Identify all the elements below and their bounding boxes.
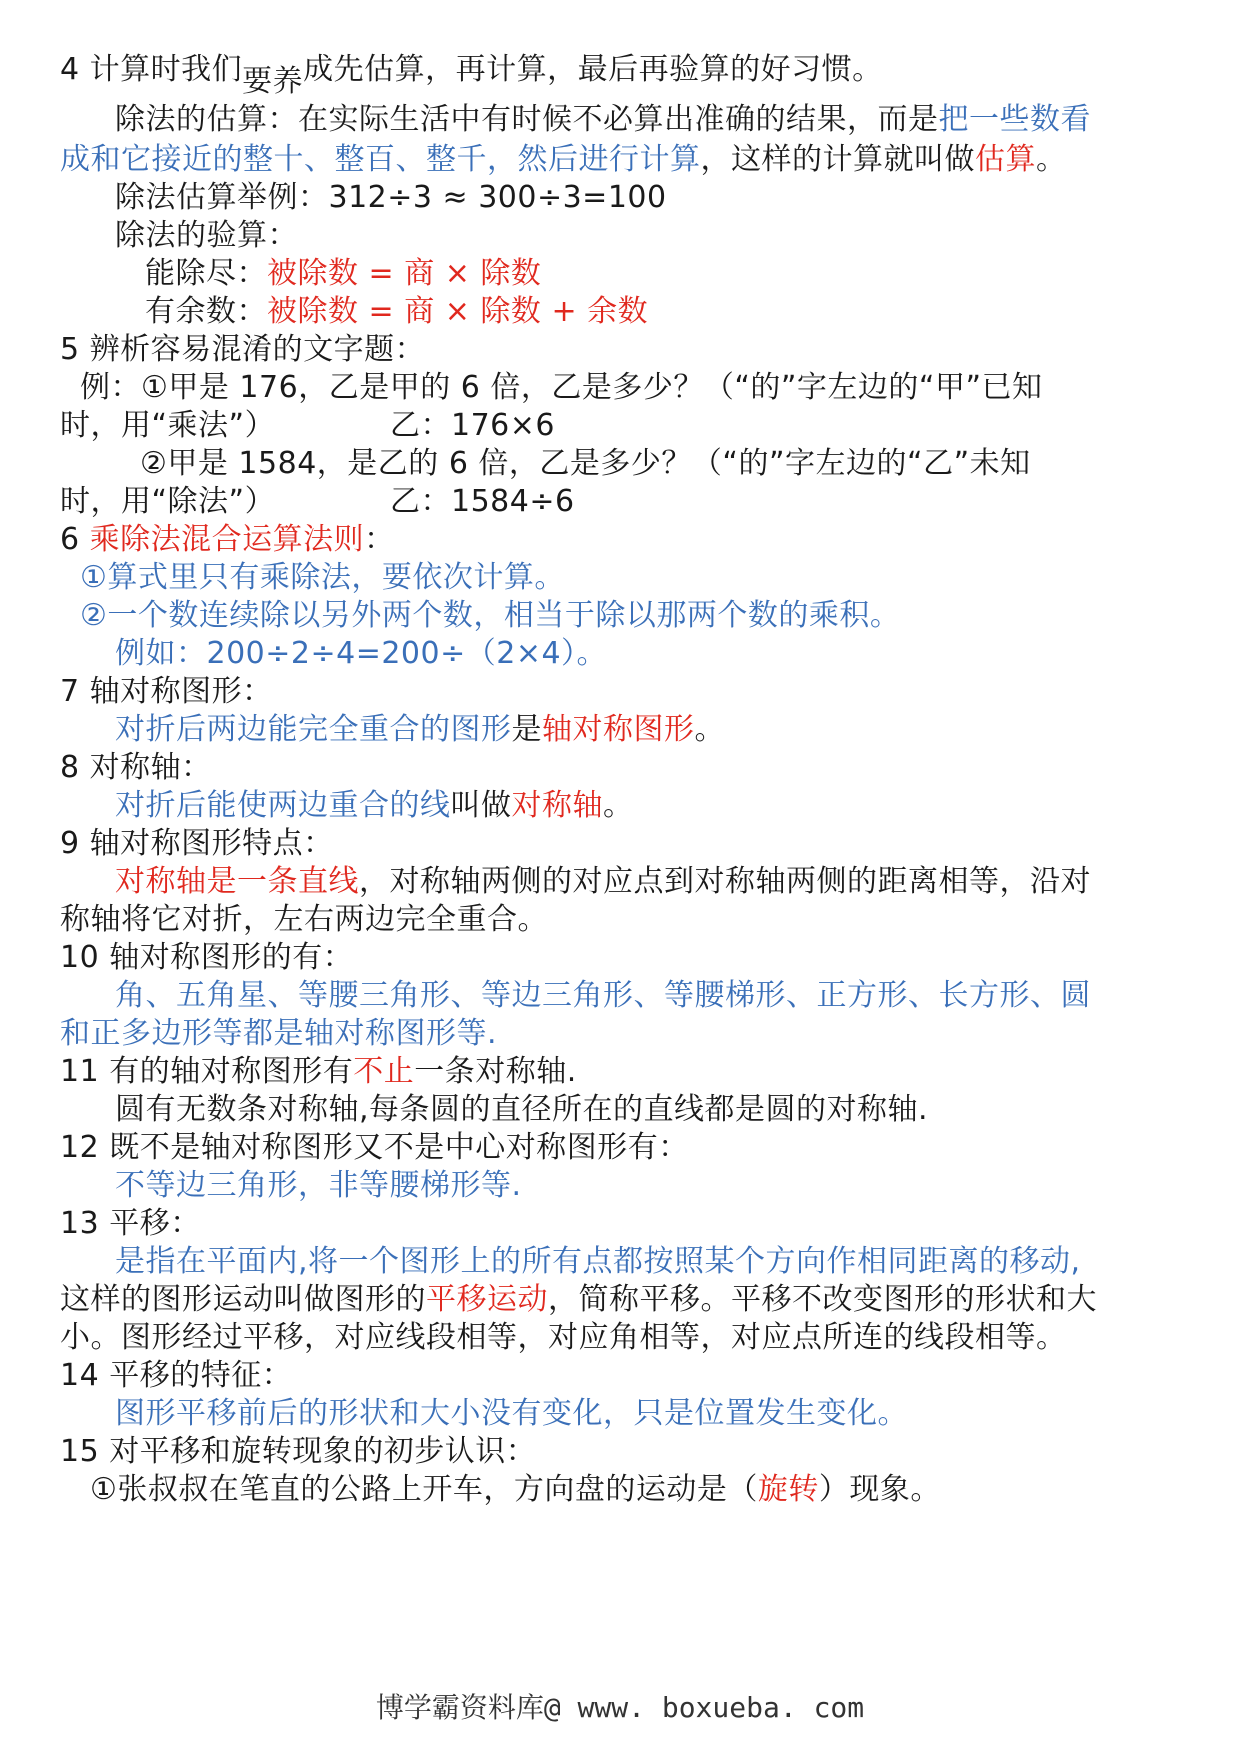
s6-rule-2: ②一个数连续除以另外两个数，相当于除以那两个数的乘积。 — [80, 598, 901, 633]
s4-example: 除法估算举例：312÷3 ≈ 300÷3=100 — [115, 180, 667, 215]
s11-line-2: 圆有无数条对称轴,每条圆的直径所在的直线都是圆的对称轴. — [115, 1092, 929, 1127]
s13-line-1: 是指在平面内,将一个图形上的所有点都按照某个方向作相同距离的移动, — [115, 1244, 1081, 1279]
s9-title: 9 轴对称图形特点： — [60, 826, 334, 861]
s14-feature: 图形平移前后的形状和大小没有变化，只是位置发生变化。 — [115, 1396, 908, 1431]
s9-line-2: 称轴将它对折，左右两边完全重合。 — [60, 902, 548, 937]
s6-title: 6 乘除法混合运算法则： — [60, 522, 395, 557]
s10-line-2: 和正多边形等都是轴对称图形等. — [60, 1016, 498, 1051]
s5-example-2: ②甲是 1584，是乙的 6 倍，乙是多少？（“的”字左边的“乙”未知 — [140, 446, 1031, 481]
s6-example: 例如：200÷2÷4=200÷（2×4）。 — [115, 636, 608, 671]
s13-line-3: 小。图形经过平移，对应线段相等，对应角相等，对应点所连的线段相等。 — [60, 1320, 1067, 1355]
s4-estimate-line-2: 成和它接近的整十、整百、整千，然后进行计算，这样的计算就叫做估算。 — [60, 142, 1067, 177]
s4-line-1: 4 计算时我们要养成先估算，再计算，最后再验算的好习惯。 — [60, 52, 883, 99]
s4-estimate-line-1: 除法的估算：在实际生活中有时候不必算出准确的结果，而是把一些数看 — [115, 102, 1091, 137]
s15-item-1: ①张叔叔在笔直的公路上开车，方向盘的运动是（旋转）现象。 — [90, 1472, 941, 1507]
s5-title: 5 辨析容易混淆的文字题： — [60, 332, 426, 367]
s8-title: 8 对称轴： — [60, 750, 212, 785]
s7-definition: 对折后两边能完全重合的图形是轴对称图形。 — [115, 712, 725, 747]
s4-exact-check: 能除尽：被除数 = 商 × 除数 — [145, 256, 542, 291]
s5-example-2-end: 时，用“除法”） 乙：1584÷6 — [60, 484, 575, 519]
s4-remainder-check: 有余数：被除数 = 商 × 除数 + 余数 — [145, 294, 649, 329]
s6-rule-1: ①算式里只有乘除法，要依次计算。 — [80, 560, 565, 595]
s10-line-1: 角、五角星、等腰三角形、等边三角形、等腰梯形、正方形、长方形、圆 — [115, 978, 1091, 1013]
s5-example-1: 例：①甲是 176，乙是甲的 6 倍，乙是多少？（“的”字左边的“甲”已知 — [80, 370, 1043, 405]
s13-line-2: 这样的图形运动叫做图形的平移运动，简称平移。平移不改变图形的形状和大 — [60, 1282, 1097, 1317]
s4-check-title: 除法的验算： — [115, 218, 298, 253]
s13-title: 13 平移： — [60, 1206, 201, 1241]
s12-answer: 不等边三角形，非等腰梯形等. — [115, 1168, 522, 1203]
s9-line-1: 对称轴是一条直线，对称轴两侧的对应点到对称轴两侧的距离相等，沿对 — [115, 864, 1091, 899]
s15-title: 15 对平移和旋转现象的初步认识： — [60, 1434, 537, 1469]
s12-title: 12 既不是轴对称图形又不是中心对称图形有： — [60, 1130, 689, 1165]
s7-title: 7 轴对称图形： — [60, 674, 273, 709]
s14-title: 14 平移的特征： — [60, 1358, 293, 1393]
watermark-footer: 博学霸资料库@ www. boxueba. com — [375, 1691, 865, 1724]
s5-example-1-end: 时，用“乘法”） 乙：176×6 — [60, 408, 555, 443]
s8-definition: 对折后能使两边重合的线叫做对称轴。 — [115, 788, 634, 823]
s10-title: 10 轴对称图形的有： — [60, 940, 354, 975]
s11-title: 11 有的轴对称图形有不止一条对称轴. — [60, 1054, 577, 1089]
